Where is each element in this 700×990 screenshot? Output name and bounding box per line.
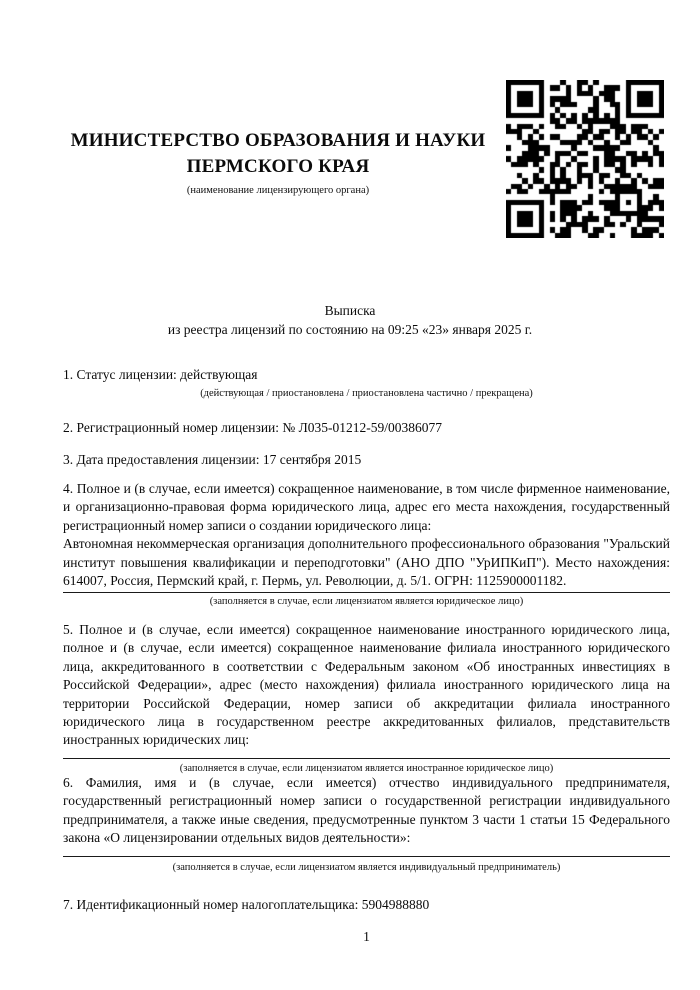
ministry-name-line1: МИНИСТЕРСТВО ОБРАЗОВАНИЯ И НАУКИ	[70, 130, 486, 151]
item-5-underline	[63, 758, 670, 759]
document-title	[0, 301, 700, 339]
qr-code	[506, 80, 664, 238]
item-5-note: (заполняется в случае, если лицензиатом является иностранное юридическое лицо)	[179, 762, 554, 774]
item-6-text: 6. Фамилия, имя и (в случае, если имеется) отчество индивидуального предпринимателя, государственный регистрационный номер записи о государственной регистрации индивидуального предпринимателя, а также иные сведения, предусмотренные пунктом 3 части 1 статьи 15 Федерального закона «О лицензировании отдельных видов деятельности»:	[63, 775, 670, 846]
item-1-text: 1. Статус лицензии: действующая	[63, 367, 258, 382]
item-5-text: 5. Полное и (в случае, если имеется) сокращенное наименование иностранного юридического лица, полное и (в случае, если имеется) сокращенное наименование филиала иностранного юридического лица, аккредитованного в соответствии с Федеральным законом «Об иностранных инвестициях в Российской Федерации», адрес (место нахождения) филиала иностранного юридического лица на территории Российской Федерации, номер записи об аккредитации филиала иностранного юридического лица в государственном реестре аккредитованных филиалов, представительств иностранных юридических лиц:	[63, 622, 670, 748]
item-3-license-date	[63, 451, 670, 469]
qr-code-image	[506, 80, 664, 238]
item-4-underline	[63, 592, 670, 593]
item-2-text: 2. Регистрационный номер лицензии: № Л035-01212-59/00386077	[63, 420, 443, 435]
item-2-registration-number	[63, 419, 670, 437]
item-1-license-status	[63, 366, 670, 400]
item-4-text: 4. Полное и (в случае, если имеется) сокращенное наименование, в том числе фирменное наименование, и организационно-правовая форма юридического лица, адрес его места нахождения, государственный регистрационный номер записи о создании юридического лица:	[63, 481, 670, 533]
document-title-line1: Выписка	[324, 303, 376, 318]
item-4-value: Автономная некоммерческая организация дополнительного профессионального образования "Уральский институт повышения квалификации и переподготовки" (АНО ДПО "УрИПКиП"). Место нахождения: 614007, Россия, Пермский край, г. Пермь, ул. Революции, д. 5/1. ОГРН: 1125900001182.	[63, 536, 670, 589]
document-title-line2: из реестра лицензий по состоянию на 09:25 «23» января 2025 г.	[167, 322, 533, 337]
licensing-authority-header	[63, 128, 493, 196]
item-6-entrepreneur-info	[63, 774, 670, 874]
item-7-text: 7. Идентификационный номер налогоплательщика: 5904988880	[63, 897, 430, 912]
item-3-text: 3. Дата предоставления лицензии: 17 сентября 2015	[63, 452, 362, 467]
ministry-name-line2: ПЕРМСКОГО КРАЯ	[186, 156, 370, 177]
item-4-legal-entity-info	[63, 480, 670, 608]
item-6-note: (заполняется в случае, если лицензиатом является индивидуальный предприниматель)	[172, 861, 561, 873]
item-6-underline	[63, 856, 670, 857]
item-5-foreign-entity-info	[63, 621, 670, 775]
item-1-note: (действующая / приостановлена / приостановлена частично / прекращена)	[200, 388, 533, 400]
item-4-note: (заполняется в случае, если лицензиатом является юридическое лицо)	[209, 596, 524, 608]
ministry-name-note: (наименование лицензирующего органа)	[186, 185, 370, 196]
page-number: 1	[363, 929, 370, 944]
item-7-taxpayer-number	[63, 896, 670, 914]
